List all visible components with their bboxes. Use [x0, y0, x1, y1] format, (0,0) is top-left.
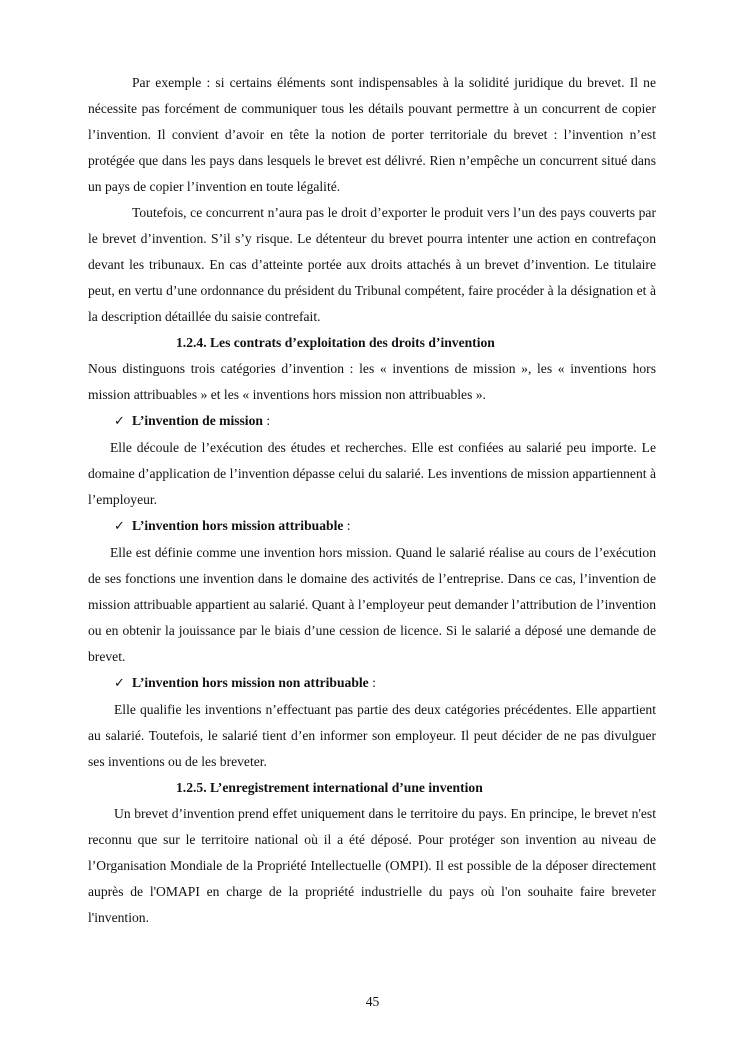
bullet-term: L’invention hors mission non attribuable: [132, 675, 369, 690]
section-heading-1-2-4: 1.2.4. Les contrats d’exploitation des droits d’invention: [176, 335, 495, 350]
section-intro: Nous distinguons trois catégories d’invention : les « inventions de mission », les « inventions hors mission attribuables » et les « inventions hors mission non attribuables ».: [88, 361, 656, 402]
section-heading-1-2-5: 1.2.5. L’enregistrement international d’une invention: [176, 780, 483, 795]
paragraph-hors-mission-non-attribuable: Elle qualifie les inventions n’effectuant pas partie des deux catégories précédentes. Elle appartient au salarié. Toutefois, le salarié tient d’en informer son employeur. Il peut décider de ne pas divulguer ses inventions ou de les breveter.: [88, 702, 656, 769]
bullet-hors-mission-non-attribuable: [88, 670, 656, 697]
bullet-suffix: :: [368, 675, 376, 690]
checkmark-icon: ✓: [114, 676, 125, 691]
bullet-term: L’invention de mission: [132, 413, 263, 428]
bullet-invention-de-mission: [88, 408, 656, 435]
paragraph-enregistrement: Un brevet d’invention prend effet uniquement dans le territoire du pays. En principe, le brevet n'est reconnu que sur le territoire national où il a été déposé. Pour protéger son invention au niveau de l’Organisation Mondiale de la Propriété Intellectuelle (OMPI). Il est possible de la déposer directement auprès de l'OMAPI en charge de la propriété industrielle du pays où l'on souhaite faire breveter l'invention.: [88, 806, 656, 925]
paragraph-mission: Elle découle de l’exécution des études et recherches. Elle est confiées au salarié peu importe. Le domaine d’application de l’invention dépasse celui du salarié. Les inventions de mission appartiennent à l’employeur.: [88, 440, 656, 507]
page-number: 45: [365, 994, 380, 1009]
checkmark-icon: ✓: [114, 414, 125, 429]
page-body: [88, 70, 656, 931]
paragraph-hors-mission-attribuable: Elle est définie comme une invention hors mission. Quand le salarié réalise au cours de l’exécution de ses fonctions une invention dans le domaine des activités de l’entreprise. Dans ce cas, l’invention de mission attribuable appartient au salarié. Quant à l’employeur peut demander l’attribution de l’invention ou en obtenir la jouissance par le biais d’une cession de licence. Si le salarié a déposé une demande de brevet.: [88, 545, 656, 664]
bullet-suffix: :: [343, 518, 351, 533]
bullet-hors-mission-attribuable: [88, 513, 656, 540]
bullet-suffix: :: [262, 413, 271, 428]
paragraph-example: Par exemple : si certains éléments sont indispensables à la solidité juridique du brevet. Il ne nécessite pas forcément de communiquer tous les détails pouvant permettre à un concurrent de copier l’invention. Il convient d’avoir en tête la notion de porter territoriale du brevet : l’invention n’est protégée que dans les pays dans lesquels le brevet est délivré. Rien n’empêche un concurrent situé dans un pays de copier l’invention en toute légalité.: [88, 75, 656, 194]
checkmark-icon: ✓: [114, 519, 125, 534]
paragraph-toutefois: Toutefois, ce concurrent n’aura pas le droit d’exporter le produit vers l’un des pays couverts par le brevet d’invention. S’il s’y risque. Le détenteur du brevet pourra intenter une action en contrefaçon devant les tribunaux. En cas d’atteinte portée aux droits attachés à un brevet d’invention. Le titulaire peut, en vertu d’une ordonnance du président du Tribunal compétent, faire procéder à la désignation et à la description détaillée du saisie contrefait.: [88, 205, 656, 324]
bullet-term: L’invention hors mission attribuable: [132, 518, 344, 533]
